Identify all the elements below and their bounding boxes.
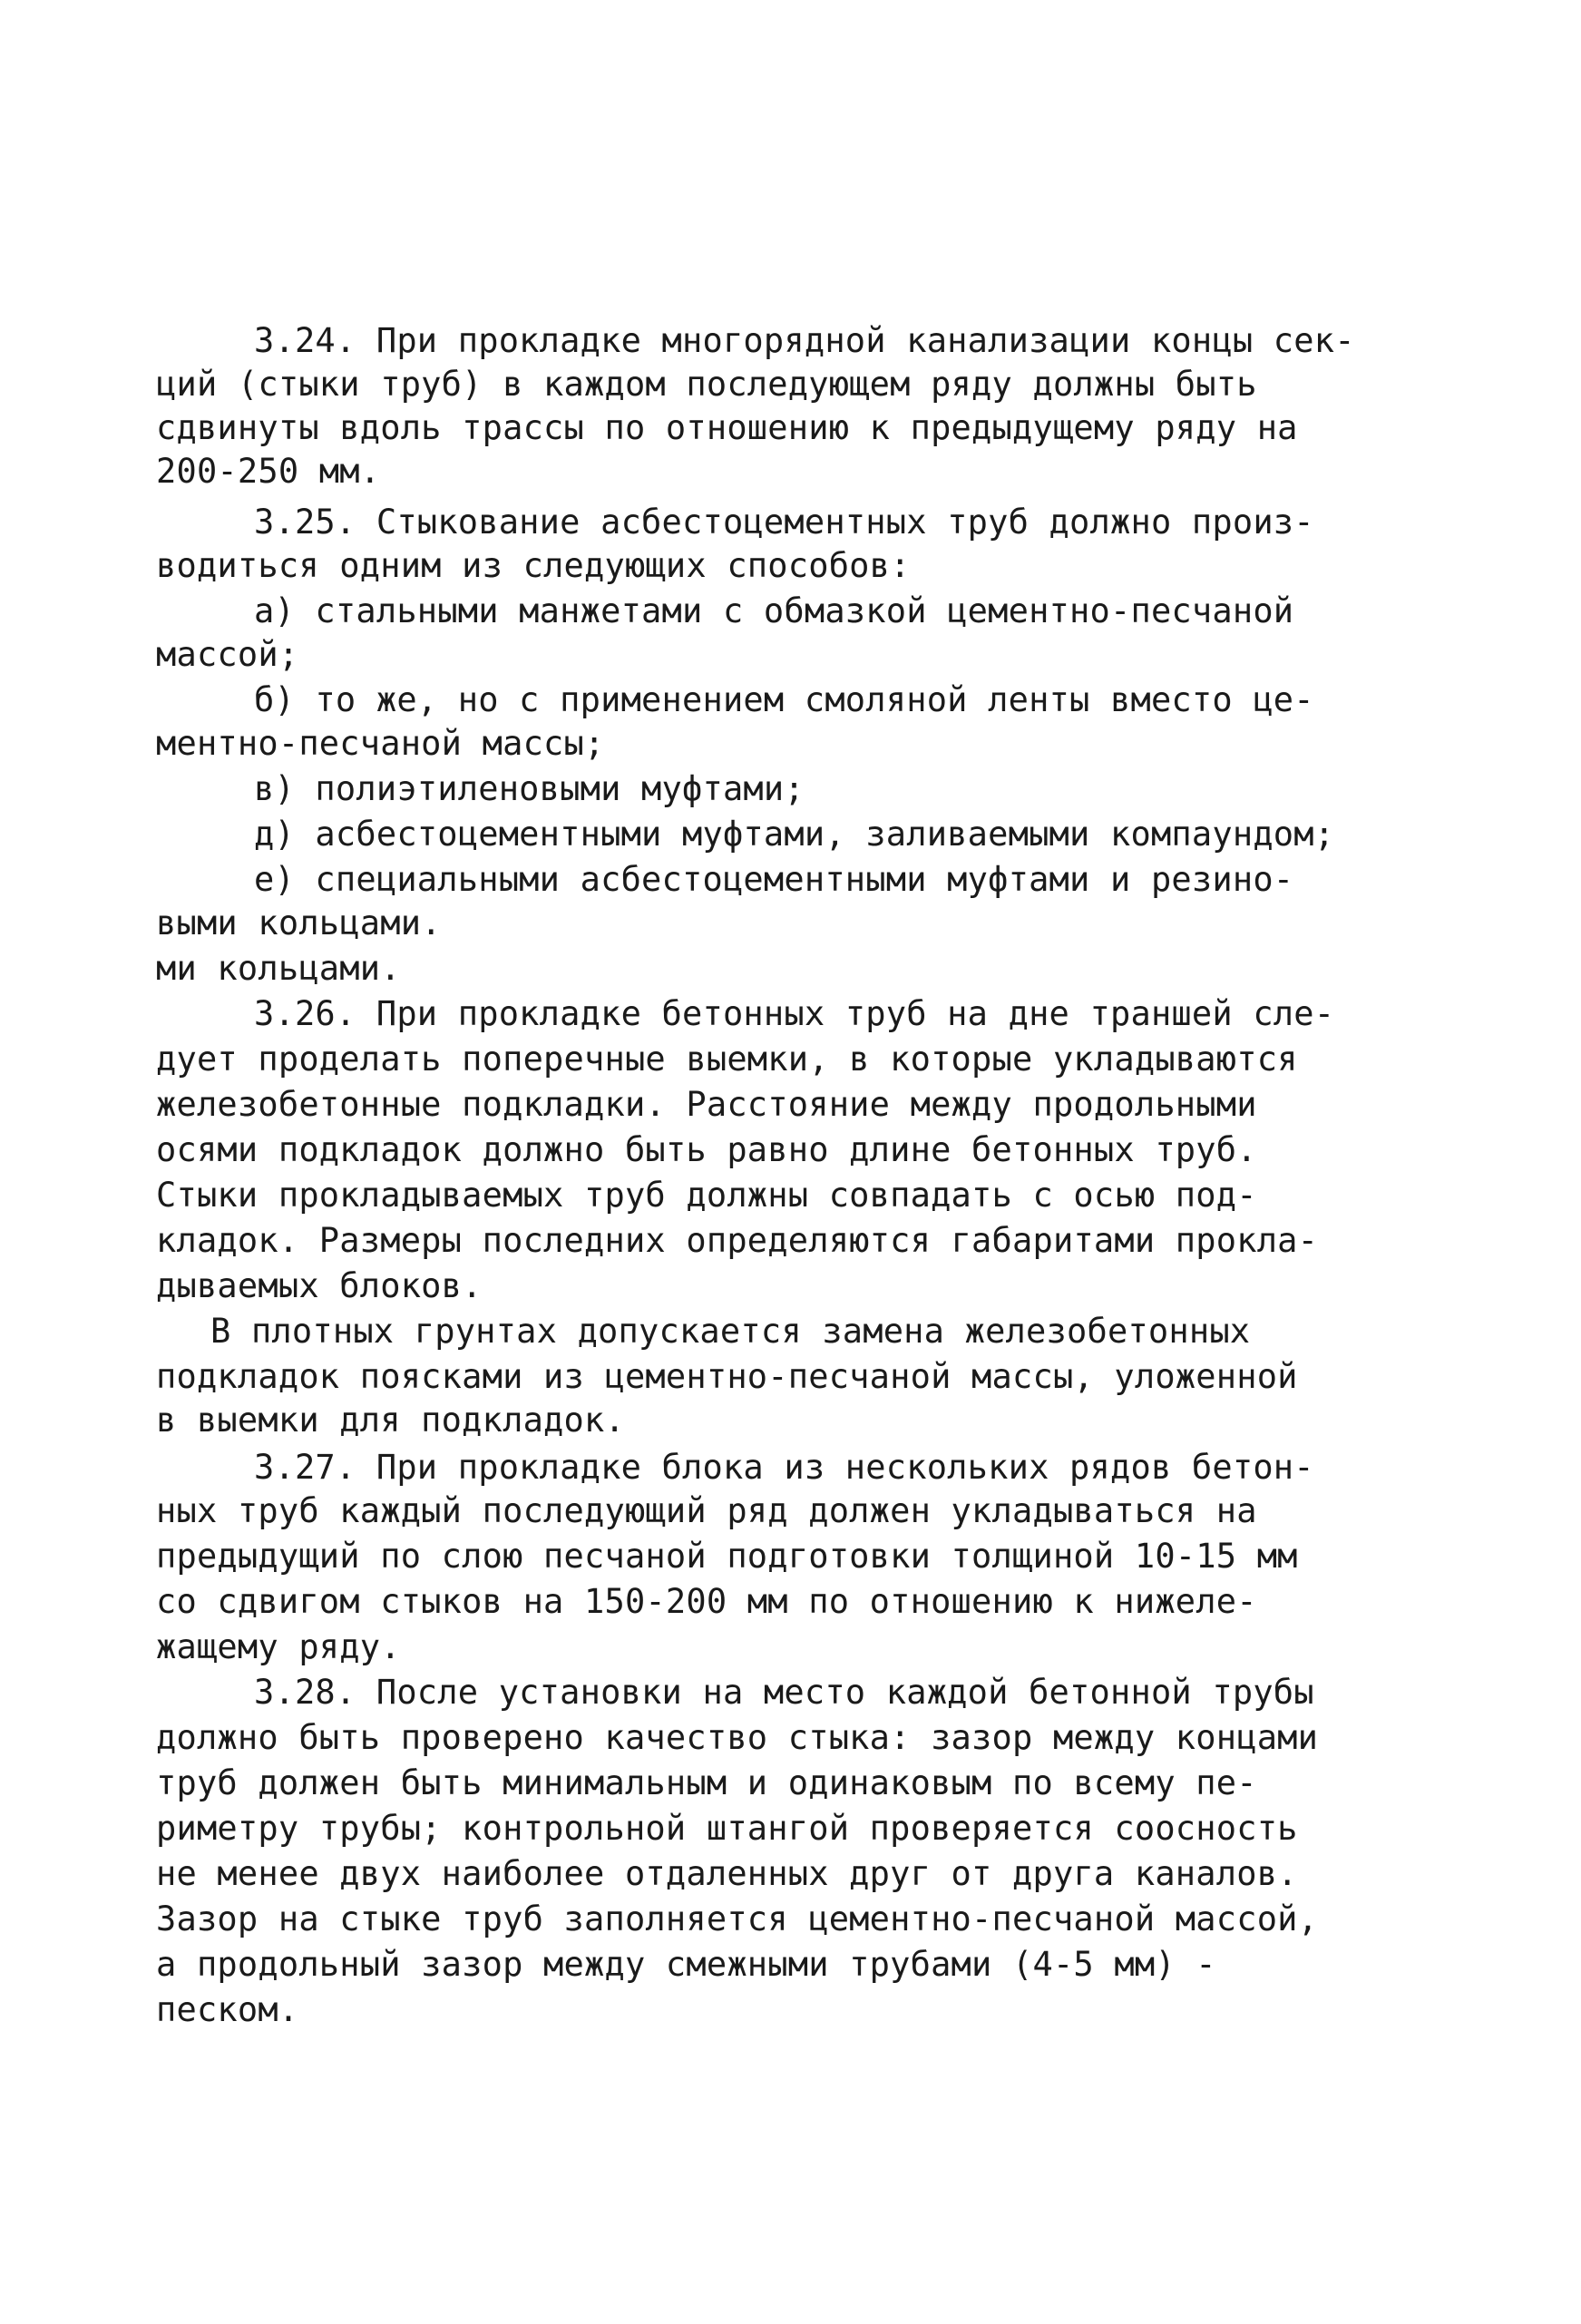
text-line: кладок. Размеры последних определяются габаритами прокла- (156, 1221, 1319, 1260)
text-line: массой; (156, 635, 299, 674)
text-line: б) то же, но с применением смоляной ленты вместо це- (254, 680, 1314, 719)
text-line: 3.26. При прокладке бетонных труб на дне траншей сле- (254, 994, 1335, 1033)
text-line: труб должен быть минимальным и одинаковым по всему пе- (156, 1763, 1257, 1802)
text-line: Зазор на стыке труб заполняется цементно-песчаной массой, (156, 1899, 1319, 1938)
text-line: В плотных грунтах допускается замена железобетонных (210, 1312, 1251, 1351)
text-line: не менее двух наиболее отдаленных друг от друга каналов. (156, 1854, 1298, 1893)
text-line: ций (стыки труб) в каждом последующем ряду должны быть (156, 365, 1257, 404)
text-line: 3.27. При прокладке блока из нескольких рядов бетон- (254, 1448, 1314, 1487)
text-line: предыдущий по слою песчаной подготовки толщиной 10-15 мм (156, 1537, 1298, 1576)
text-line: е) специальными асбестоцементными муфтами и резино- (254, 860, 1294, 899)
text-line: а продольный зазор между смежными трубами (4-5 мм) - (156, 1945, 1216, 1984)
text-line: д) асбестоцементными муфтами, заливаемыми компаундом; (254, 815, 1335, 854)
text-line: дываемых блоков. (156, 1266, 483, 1305)
text-line: жащему ряду. (156, 1627, 401, 1666)
text-line: сдвинуты вдоль трассы по отношению к предыдущему ряду на (156, 408, 1298, 447)
text-line: ми кольцами. (156, 949, 401, 988)
text-line: 200-250 мм. (156, 452, 381, 491)
text-line: выми кольцами. (156, 903, 442, 942)
text-line: ментно-песчаной массы; (156, 724, 605, 763)
text-line: 3.24. При прокладке многорядной канализации концы сек- (254, 321, 1355, 360)
text-line: в выемки для подкладок. (156, 1401, 625, 1440)
text-line: песком. (156, 1990, 299, 2029)
text-line: Стыки прокладываемых труб должны совпадать с осью под- (156, 1176, 1257, 1215)
text-line: 3.28. После установки на место каждой бетонной трубы (254, 1673, 1314, 1712)
text-line: железобетонные подкладки. Расстояние между продольными (156, 1085, 1257, 1124)
text-line: должно быть проверено качество стыка: зазор между концами (156, 1718, 1319, 1757)
text-line: риметру трубы; контрольной штангой проверяется соосность (156, 1809, 1298, 1848)
text-line: подкладок поясками из цементно-песчаной массы, уложенной (156, 1357, 1298, 1396)
text-line: водиться одним из следующих способов: (156, 546, 911, 585)
text-line: со сдвигом стыков на 150-200 мм по отношению к нижеле- (156, 1582, 1257, 1621)
text-line: в) полиэтиленовыми муфтами; (254, 769, 805, 808)
text-line: осями подкладок должно быть равно длине бетонных труб. (156, 1130, 1257, 1169)
text-line: ных труб каждый последующий ряд должен укладываться на (156, 1491, 1257, 1530)
text-line: 3.25. Стыкование асбестоцементных труб должно произ- (254, 503, 1314, 542)
text-line: дует проделать поперечные выемки, в которые укладываются (156, 1040, 1298, 1079)
text-line: а) стальными манжетами с обмазкой цементно-песчаной (254, 591, 1294, 630)
